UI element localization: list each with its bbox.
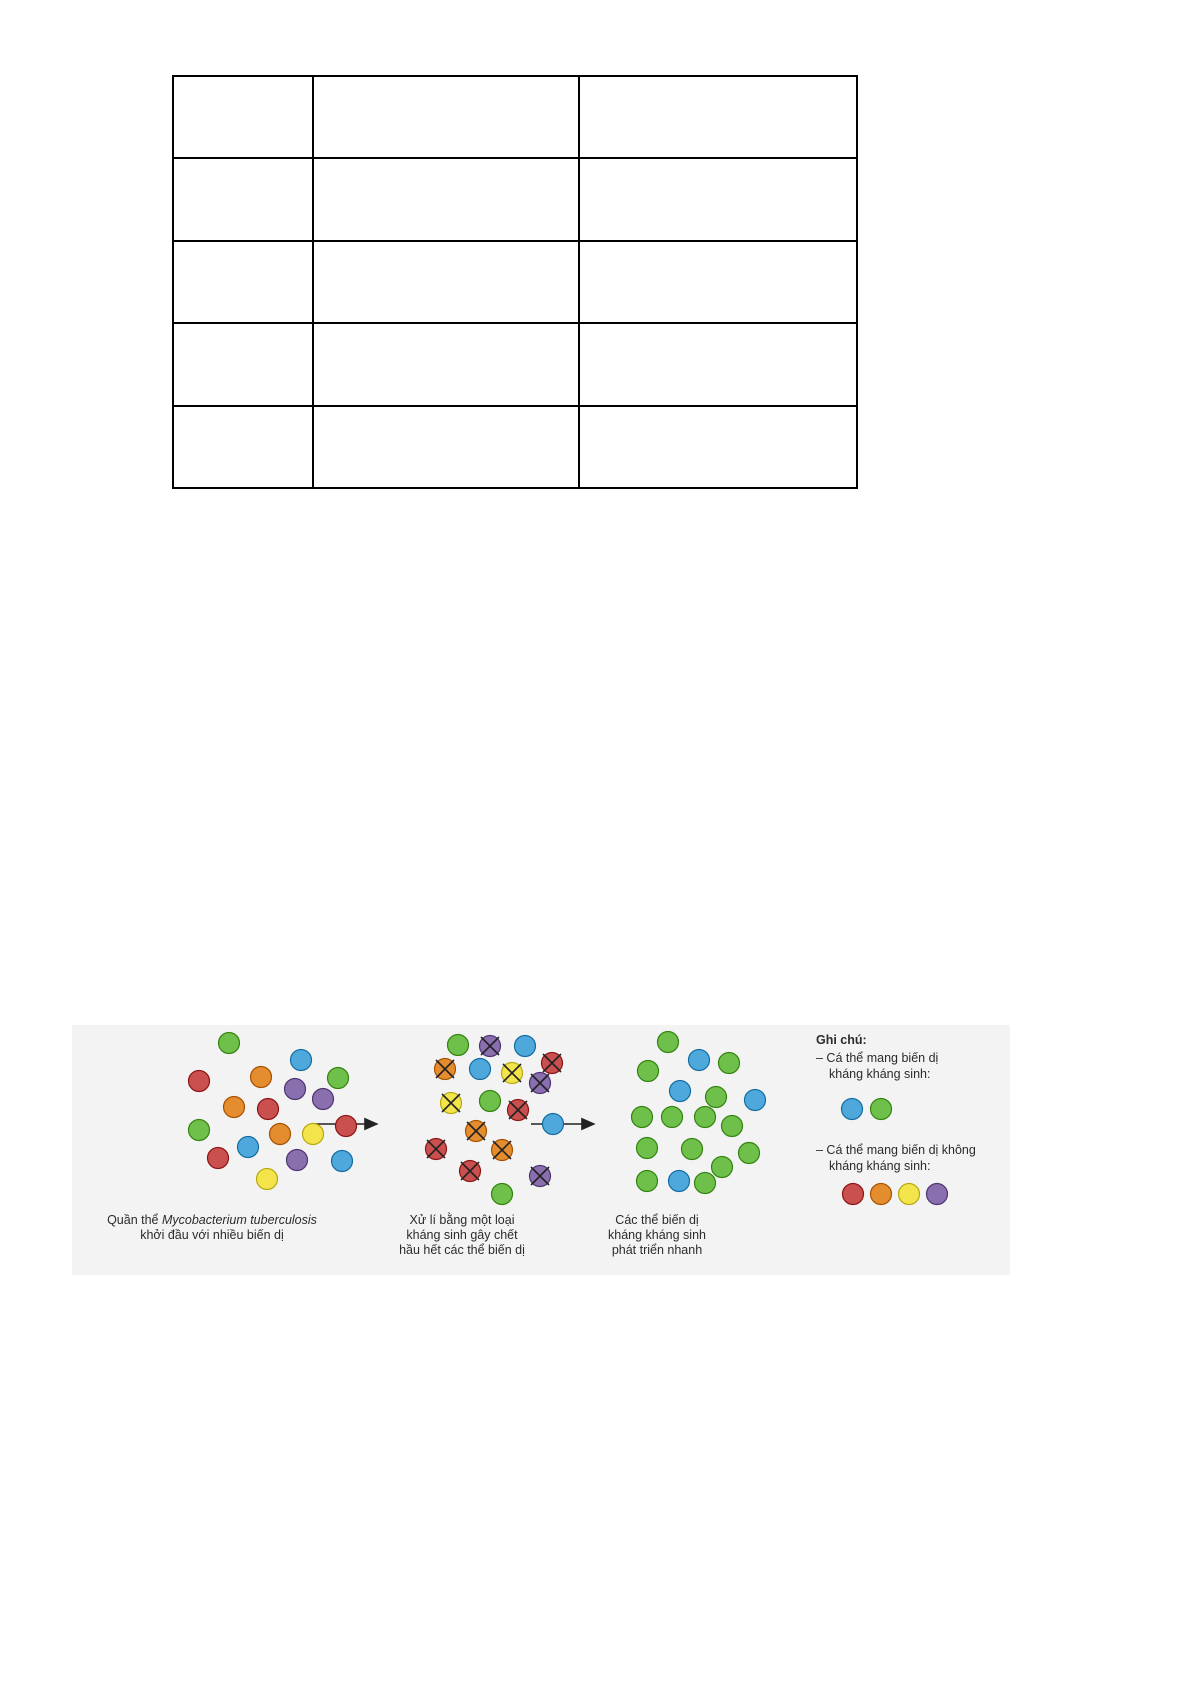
bacterium-resistant-green xyxy=(632,1107,653,1128)
caption-1-prefix: Quần thể xyxy=(107,1213,162,1227)
bacterium-treated-blue xyxy=(543,1114,564,1135)
legend-susceptible-label-2: kháng kháng sinh: xyxy=(829,1159,931,1173)
caption-1-species: Mycobacterium tuberculosis xyxy=(161,1213,317,1227)
bacterium-treated-blue xyxy=(470,1059,491,1080)
legend-resistant-swatch-blue xyxy=(842,1099,863,1120)
bacterium-resistant-green xyxy=(658,1032,679,1053)
bacterium-initial-blue xyxy=(332,1151,353,1172)
bacterium-resistant-green xyxy=(695,1173,716,1194)
legend-resistant-swatch-green xyxy=(871,1099,892,1120)
bacterium-initial-green xyxy=(189,1120,210,1141)
table-cell xyxy=(313,406,579,488)
bacterium-resistant-green xyxy=(695,1107,716,1128)
bacterium-resistant-green xyxy=(712,1157,733,1178)
bacterium-resistant-green xyxy=(682,1139,703,1160)
table-row xyxy=(173,76,857,158)
bacterium-treated-blue xyxy=(515,1036,536,1057)
bacterium-resistant-blue xyxy=(670,1081,691,1102)
legend-susceptible-swatch-purple xyxy=(927,1184,948,1205)
table-cell xyxy=(313,323,579,405)
table-cell xyxy=(313,76,579,158)
bacterium-resistant-green xyxy=(706,1087,727,1108)
table-cell xyxy=(313,158,579,240)
legend-resistant-label: – Cá thể mang biến dị xyxy=(816,1051,939,1065)
bacterium-resistant-green xyxy=(637,1138,658,1159)
legend-resistant-label-2: kháng kháng sinh: xyxy=(829,1067,931,1081)
bacterium-initial-red xyxy=(189,1071,210,1092)
bacterium-initial-red xyxy=(208,1148,229,1169)
bacterium-resistant-green xyxy=(637,1171,658,1192)
table-cell xyxy=(173,406,313,488)
legend-susceptible-label: – Cá thể mang biến dị không xyxy=(816,1143,976,1157)
table-cell xyxy=(173,241,313,323)
bacterium-resistant-green xyxy=(662,1107,683,1128)
bacterium-treated-green xyxy=(492,1184,513,1205)
legend-susceptible-swatch-red xyxy=(843,1184,864,1205)
bacterium-initial-purple xyxy=(285,1079,306,1100)
bacterium-initial-yellow xyxy=(257,1169,278,1190)
empty-table xyxy=(172,75,858,489)
bacterium-resistant-blue xyxy=(689,1050,710,1071)
table-row xyxy=(173,158,857,240)
table-row xyxy=(173,406,857,488)
legend-susceptible-swatch-orange xyxy=(871,1184,892,1205)
caption-resistant-growth: Các thể biến dị kháng kháng sinh phát triển nhanh xyxy=(608,1213,706,1257)
table-cell xyxy=(173,76,313,158)
bacterium-resistant-green xyxy=(638,1061,659,1082)
caption-antibiotic-treatment: Xử lí bằng một loại kháng sinh gây chết hầu hết các thể biến dị xyxy=(399,1213,525,1257)
bacterium-resistant-green xyxy=(739,1143,760,1164)
legend-title: Ghi chú: xyxy=(816,1033,867,1047)
bacterium-resistant-blue xyxy=(669,1171,690,1192)
bacterium-initial-orange xyxy=(270,1124,291,1145)
caption-initial-population xyxy=(72,1213,352,1243)
bacterium-initial-orange xyxy=(224,1097,245,1118)
bacterium-resistant-blue xyxy=(745,1090,766,1111)
table-cell xyxy=(579,406,857,488)
bacterium-initial-yellow xyxy=(303,1124,324,1145)
bacterium-initial-red xyxy=(336,1116,357,1137)
antibiotic-resistance-figure xyxy=(72,1025,1010,1275)
bacterium-initial-purple xyxy=(287,1150,308,1171)
bacterium-treated-green xyxy=(448,1035,469,1056)
table-row xyxy=(173,241,857,323)
bacterium-initial-blue xyxy=(238,1137,259,1158)
caption-1-line2: khởi đầu với nhiều biến dị xyxy=(140,1228,284,1242)
table-cell xyxy=(579,241,857,323)
table-cell xyxy=(173,323,313,405)
table-cell xyxy=(579,158,857,240)
bacterium-initial-green xyxy=(219,1033,240,1054)
bacterium-initial-purple xyxy=(313,1089,334,1110)
bacterium-initial-red xyxy=(258,1099,279,1120)
bacterium-initial-blue xyxy=(291,1050,312,1071)
table-cell xyxy=(313,241,579,323)
table-cell xyxy=(579,323,857,405)
bacterium-treated-green xyxy=(480,1091,501,1112)
table-row xyxy=(173,323,857,405)
bacterium-initial-green xyxy=(328,1068,349,1089)
bacterium-resistant-green xyxy=(722,1116,743,1137)
legend-susceptible-swatch-yellow xyxy=(899,1184,920,1205)
bacterium-initial-orange xyxy=(251,1067,272,1088)
table-cell xyxy=(173,158,313,240)
bacterium-resistant-green xyxy=(719,1053,740,1074)
table-cell xyxy=(579,76,857,158)
